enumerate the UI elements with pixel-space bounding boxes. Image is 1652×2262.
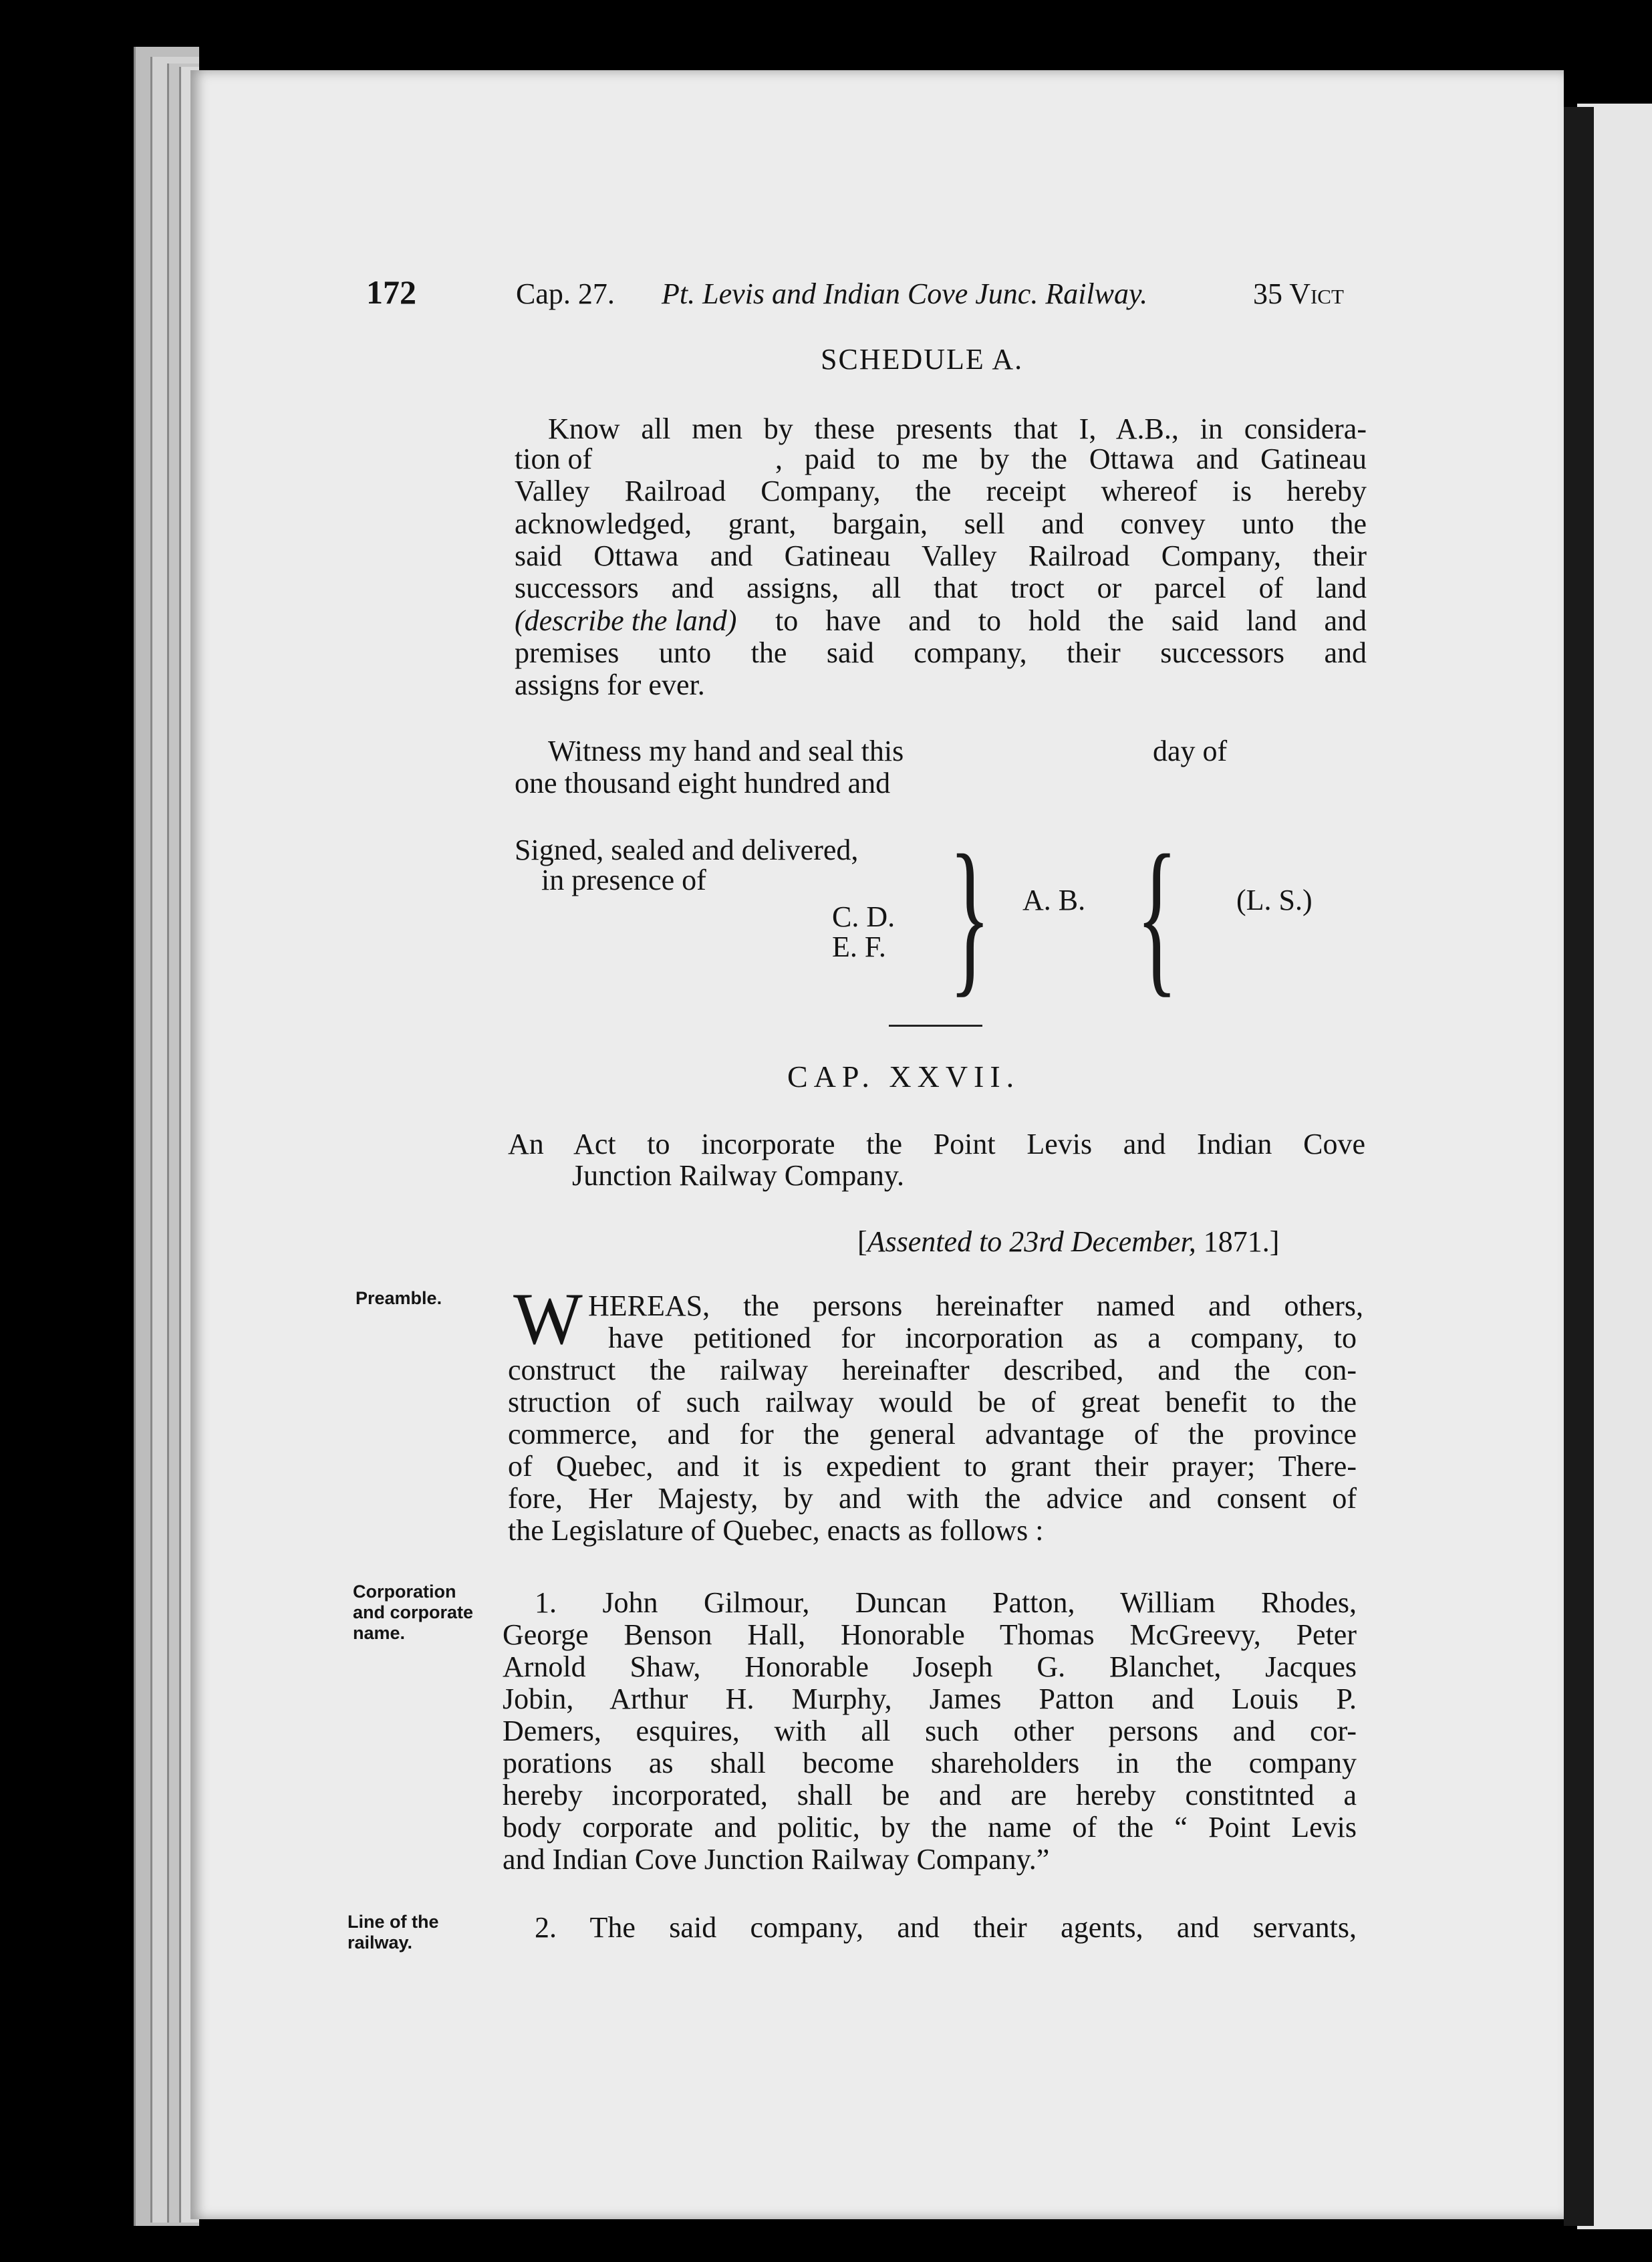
witness-line: one thousand eight hundred and: [515, 767, 891, 799]
margin-note-preamble: Preamble.: [356, 1288, 442, 1308]
section1-line: Demers, esquires, with all such other persons and cor-: [503, 1715, 1357, 1747]
section1-line: and Indian Cove Junction Railway Company.”: [503, 1843, 1050, 1876]
margin-note-line-of-railway: railway.: [348, 1932, 413, 1953]
section1-line: 1. John Gilmour, Duncan Patton, William Rhodes,: [535, 1586, 1357, 1619]
section2-line: 2. The said company, and their agents, and servants,: [535, 1911, 1357, 1944]
header-regnal-year: 35 Vict: [1253, 277, 1344, 310]
signed-line: Signed, sealed and delivered,: [515, 834, 859, 866]
act-title-line: An Act to incorporate the Point Levis and Indian Cove: [508, 1128, 1365, 1160]
preamble-line: fore, Her Majesty, by and with the advice and consent of: [508, 1482, 1357, 1515]
schedule-line: assigns for ever.: [515, 668, 705, 701]
margin-note-corporation: name.: [353, 1623, 406, 1643]
page-number: 172: [366, 273, 416, 311]
gutter-shadow: [1564, 107, 1594, 2226]
preamble-line: have petitioned for incorporation as a company, to: [608, 1322, 1357, 1354]
schedule-line: tion of: [515, 443, 593, 475]
margin-note-corporation: and corporate: [353, 1602, 474, 1622]
assent-italic: Assented to 23rd December,: [867, 1225, 1196, 1258]
schedule-line: Valley Railroad Company, the receipt whereof is hereby: [515, 475, 1367, 507]
margin-note-line-of-railway: Line of the: [348, 1912, 439, 1932]
section1-line: Jobin, Arthur H. Murphy, James Patton and Louis P.: [503, 1682, 1357, 1715]
schedule-line: successors and assigns, all that troct or parcel of land: [515, 572, 1367, 604]
seal: (L. S.): [1236, 884, 1313, 916]
schedule-line: said Ottawa and Gatineau Valley Railroad Company, their: [515, 539, 1367, 572]
preamble-line: HEREAS, the persons hereinafter named and others,: [588, 1289, 1363, 1322]
signatory: A. B.: [1022, 884, 1086, 916]
brace-left: {: [1136, 820, 1178, 1012]
assent-close: ]: [1269, 1225, 1280, 1258]
assent-year: 1871.: [1203, 1225, 1270, 1258]
witness-cd: C. D.: [832, 900, 896, 933]
assent-note: [857, 1227, 1279, 1257]
section1-line: porations as shall become shareholders in the company: [503, 1747, 1357, 1779]
preamble-line: commerce, and for the general advantage of the province: [508, 1418, 1357, 1451]
act-title-line: Junction Railway Company.: [572, 1159, 904, 1192]
drop-cap: W: [513, 1278, 583, 1360]
margin-note-corporation: Corporation: [353, 1582, 456, 1602]
witness-line: Witness my hand and seal this: [548, 735, 904, 767]
schedule-heading: SCHEDULE A.: [821, 343, 1024, 376]
preamble-line: the Legislature of Quebec, enacts as follows :: [508, 1514, 1044, 1547]
schedule-line: acknowledged, grant, bargain, sell and convey unto the: [515, 507, 1367, 540]
witness-day: day of: [1153, 735, 1228, 767]
schedule-line: Know all men by these presents that I, A.B., in considera-: [548, 412, 1367, 445]
brace-right: }: [949, 820, 991, 1012]
witness-ef: E. F.: [832, 930, 886, 963]
signed-line: in presence of: [541, 864, 706, 896]
preamble-line: of Quebec, and it is expedient to grant their prayer; There-: [508, 1450, 1357, 1483]
assent-open: [: [857, 1225, 867, 1258]
schedule-line: premises unto the said company, their successors and: [515, 636, 1367, 669]
preamble-line: construct the railway hereinafter described, and the con-: [508, 1354, 1357, 1386]
section1-line: body corporate and politic, by the name of the “ Point Levis: [503, 1811, 1357, 1844]
header-running-title: Pt. Levis and Indian Cove Junc. Railway.: [662, 277, 1148, 310]
section1-line: Arnold Shaw, Honorable Joseph G. Blanchet, Jacques: [503, 1650, 1357, 1683]
section1-line: George Benson Hall, Honorable Thomas McGreevy, Peter: [503, 1618, 1357, 1651]
section-divider: [889, 1025, 982, 1027]
schedule-line: , paid to me by the Ottawa and Gatineau: [775, 443, 1367, 475]
header-chapter: Cap. 27.: [516, 277, 615, 310]
preamble-line: struction of such railway would be of great benefit to the: [508, 1386, 1357, 1418]
chapter-heading: CAP. XXVII.: [787, 1059, 1020, 1094]
schedule-line-italic: (describe the land): [515, 604, 737, 637]
section1-line: hereby incorporated, shall be and are hereby constitnted a: [503, 1779, 1357, 1811]
schedule-line: to have and to hold the said land and: [775, 604, 1367, 637]
